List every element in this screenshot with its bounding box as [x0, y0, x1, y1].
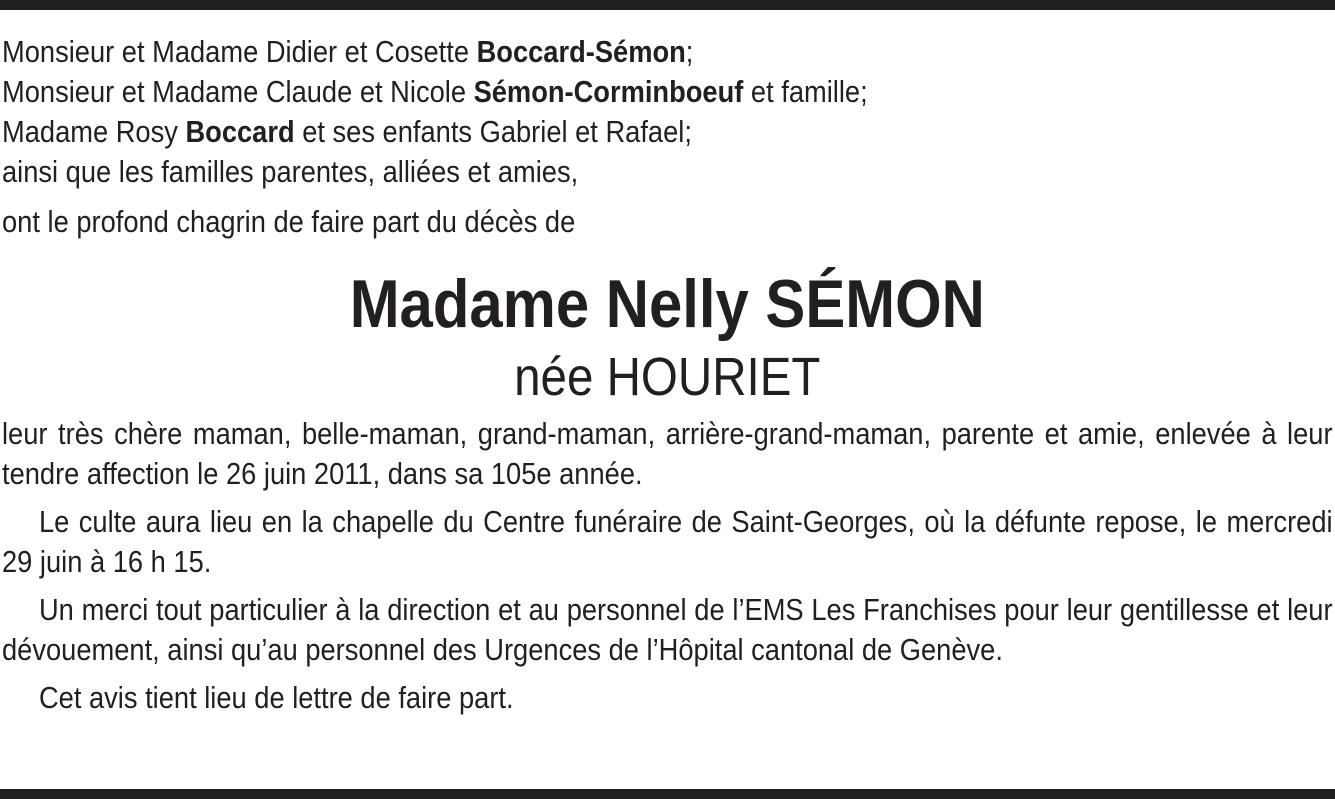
family-line-suffix: et famille;: [743, 74, 868, 109]
family-line-suffix: et ses enfants Gabriel et Rafael;: [294, 114, 692, 149]
obituary-notice: [2, 32, 1333, 718]
deceased-maiden-name: née HOURIET: [514, 347, 821, 407]
top-border-rule: [0, 0, 1335, 10]
family-line: [2, 152, 1333, 192]
service-paragraph: Le culte aura lieu en la chapelle du Centre funéraire de Saint-Georges, où la défunte repose, le mercredi 29 juin à 16 h 15.: [2, 504, 1333, 579]
family-name-bold: Sémon-Corminboeuf: [473, 74, 744, 109]
closing-paragraph: Cet avis tient lieu de lettre de faire part.: [38, 680, 514, 715]
family-line-text: Monsieur et Madame Claude et Nicole: [2, 74, 474, 109]
thanks-paragraph: Un merci tout particulier à la direction et au personnel de l’EMS Les Franchises pour leur gentillesse et leur dévouement, ainsi qu’au personnel des Urgences de l’Hôpital cantonal de Genève.: [2, 592, 1333, 667]
family-line: [2, 112, 1333, 152]
family-line-text: Madame Rosy: [2, 114, 186, 149]
family-line-text: ainsi que les familles parentes, alliées et amies,: [2, 154, 579, 189]
bottom-border-rule: [0, 789, 1335, 799]
family-name-bold: Boccard-Sémon: [476, 34, 686, 69]
tribute-paragraph: leur très chère maman, belle-maman, grand-maman, arrière-grand-maman, parente et amie, enlevée à leur tendre affection le 26 juin 2011, dans sa 105e année.: [2, 416, 1333, 491]
family-line-suffix: ;: [685, 34, 694, 69]
family-line: [2, 32, 1333, 72]
family-line: [2, 72, 1333, 112]
family-line-text: Monsieur et Madame Didier et Cosette: [2, 34, 477, 69]
announcement-line: ont le profond chagrin de faire part du décès de: [2, 204, 576, 239]
deceased-name: Madame Nelly SÉMON: [349, 266, 985, 342]
family-name-bold: Boccard: [185, 114, 295, 149]
